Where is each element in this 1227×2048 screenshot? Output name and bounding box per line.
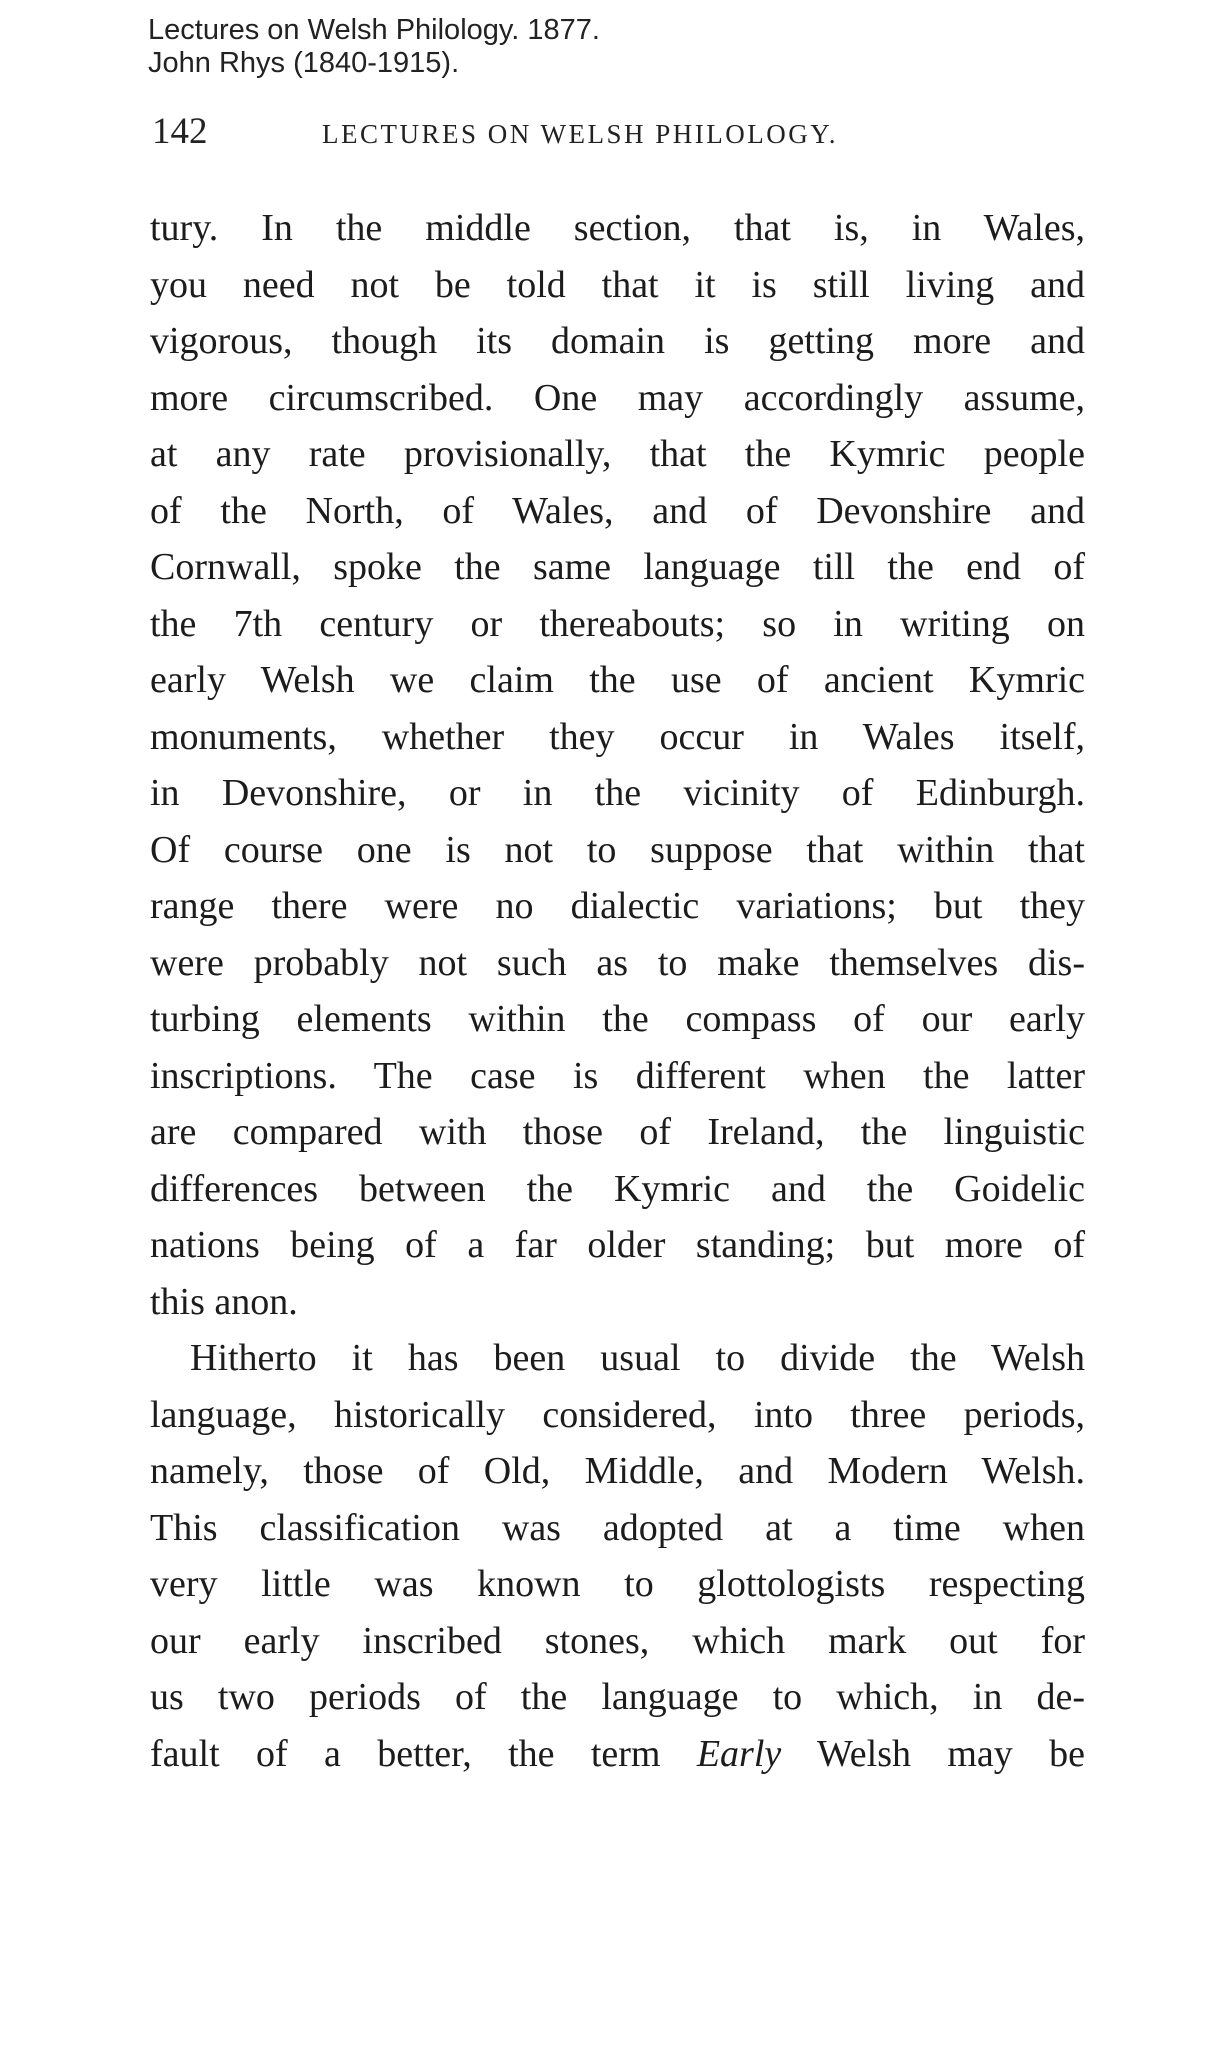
text-line: more circumscribed. One may accordingly assume,: [150, 376, 1085, 419]
text-line: This classification was adopted at a time when: [150, 1506, 1085, 1549]
text-line: the 7th century or thereabouts; so in writing on: [150, 602, 1085, 645]
source-author: John Rhys (1840-1915).: [148, 47, 460, 79]
text-line: early Welsh we claim the use of ancient Kymric: [150, 659, 1085, 701]
text-line: of the North, of Wales, and of Devonshire and: [150, 489, 1085, 532]
text-line: very little was known to glottologists respecting: [150, 1563, 1085, 1605]
text-line: namely, those of Old, Middle, and Modern Welsh.: [150, 1450, 1085, 1492]
text-line: nations being of a far older standing; but more of: [150, 1224, 1085, 1266]
source-note: [148, 14, 600, 80]
source-title: Lectures on Welsh Philology. 1877.: [148, 14, 600, 46]
body-text: [150, 200, 1085, 1782]
text-line: Hitherto it has been usual to divide the Welsh: [190, 1337, 1085, 1379]
text-line: this anon.: [150, 1280, 298, 1323]
text-line: Cornwall, spoke the same language till the end of: [150, 546, 1085, 588]
text-line: our early inscribed stones, which mark out for: [150, 1619, 1085, 1662]
text-line: are compared with those of Ireland, the linguistic: [150, 1111, 1085, 1153]
text-line: language, historically considered, into three periods,: [150, 1393, 1085, 1436]
paragraph-2: [150, 1330, 1085, 1782]
text-line: monuments, whether they occur in Wales itself,: [150, 715, 1085, 758]
running-head: [152, 108, 1082, 156]
text-line: turbing elements within the compass of our early: [150, 998, 1085, 1040]
text-line: tury. In the middle section, that is, in Wales,: [150, 207, 1085, 249]
text-segment: Welsh may be: [781, 1732, 1085, 1775]
text-line: differences between the Kymric and the Goidelic: [150, 1167, 1085, 1210]
text-line: Of course one is not to suppose that within that: [150, 828, 1085, 871]
italic-word: Early: [696, 1732, 782, 1775]
text-segment: fault of a better, the term: [150, 1732, 697, 1775]
text-line: range there were no dialectic variations; but they: [150, 885, 1085, 927]
text-line: vigorous, though its domain is getting more and: [150, 320, 1085, 362]
paragraph-1: [150, 200, 1085, 1330]
text-line: were probably not such as to make themselves dis-: [150, 941, 1085, 984]
text-line: us two periods of the language to which, in de-: [150, 1676, 1085, 1718]
text-line: in Devonshire, or in the vicinity of Edinburgh.: [150, 772, 1085, 814]
text-line: inscriptions. The case is different when the latter: [150, 1054, 1085, 1097]
page-number: 142: [152, 111, 208, 152]
text-line-final: [150, 1726, 1085, 1783]
running-title: LECTURES ON WELSH PHILOLOGY.: [322, 119, 839, 149]
text-line: at any rate provisionally, that the Kymric people: [150, 433, 1085, 475]
text-line: you need not be told that it is still living and: [150, 263, 1085, 306]
